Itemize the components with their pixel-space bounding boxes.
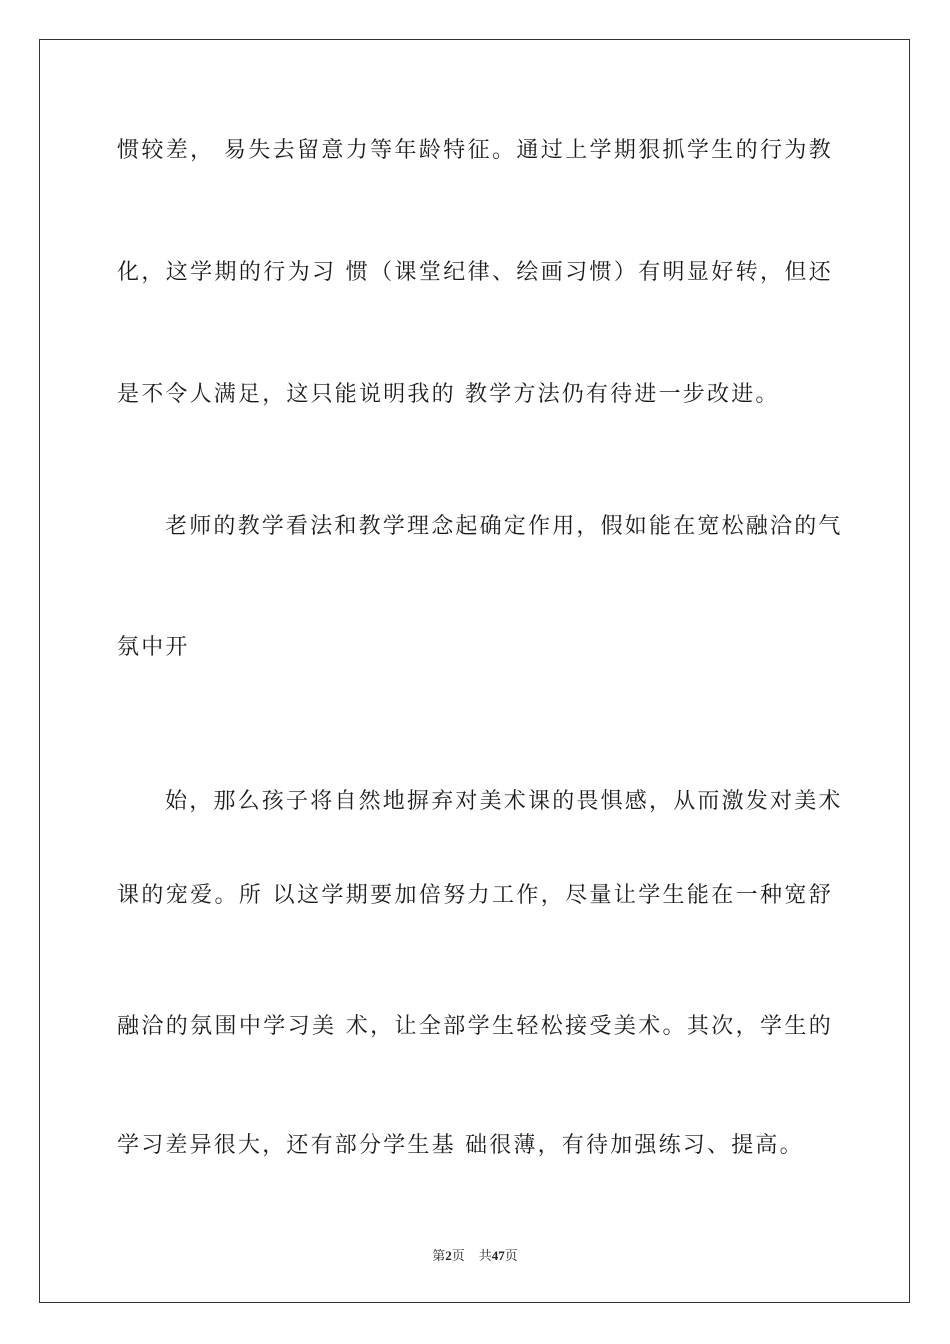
footer-total-prefix: 共	[478, 1248, 492, 1263]
footer-page-suffix: 页	[451, 1248, 465, 1263]
page-frame	[39, 39, 910, 1303]
body-text-line-6: 始，那么孩子将自然地摒弃对美术课的畏惧感，从而激发对美术	[165, 789, 843, 814]
body-text-line-8: 融洽的氛围中学习美 术，让全部学生轻松接受美术。其次，学生的	[117, 1014, 833, 1039]
footer-page-prefix: 第	[432, 1248, 446, 1263]
page-footer	[0, 1247, 950, 1265]
footer-total-pages: 47	[491, 1248, 505, 1263]
body-text-line-4: 老师的教学看法和教学理念起确定作用，假如能在宽松融洽的气	[165, 514, 843, 539]
body-text-line-3: 是不令人满足，这只能说明我的 教学方法仍有待进一步改进。	[117, 382, 780, 407]
body-text-line-1: 惯较差， 易失去留意力等年龄特征。通过上学期狠抓学生的行为教	[117, 138, 833, 163]
footer-total-suffix: 页	[504, 1248, 518, 1263]
body-text-line-5: 氛中开	[117, 635, 190, 660]
body-text-line-2: 化，这学期的行为习 惯（课堂纪律、绘画习惯）有明显好转，但还	[117, 260, 833, 285]
footer-page-number: 2	[445, 1248, 452, 1263]
body-text-line-7: 课的宠爱。所 以这学期要加倍努力工作，尽量让学生能在一种宽舒	[117, 883, 833, 908]
body-text-line-9: 学习差异很大，还有部分学生基 础很薄，有待加强练习、提高。	[117, 1133, 804, 1158]
